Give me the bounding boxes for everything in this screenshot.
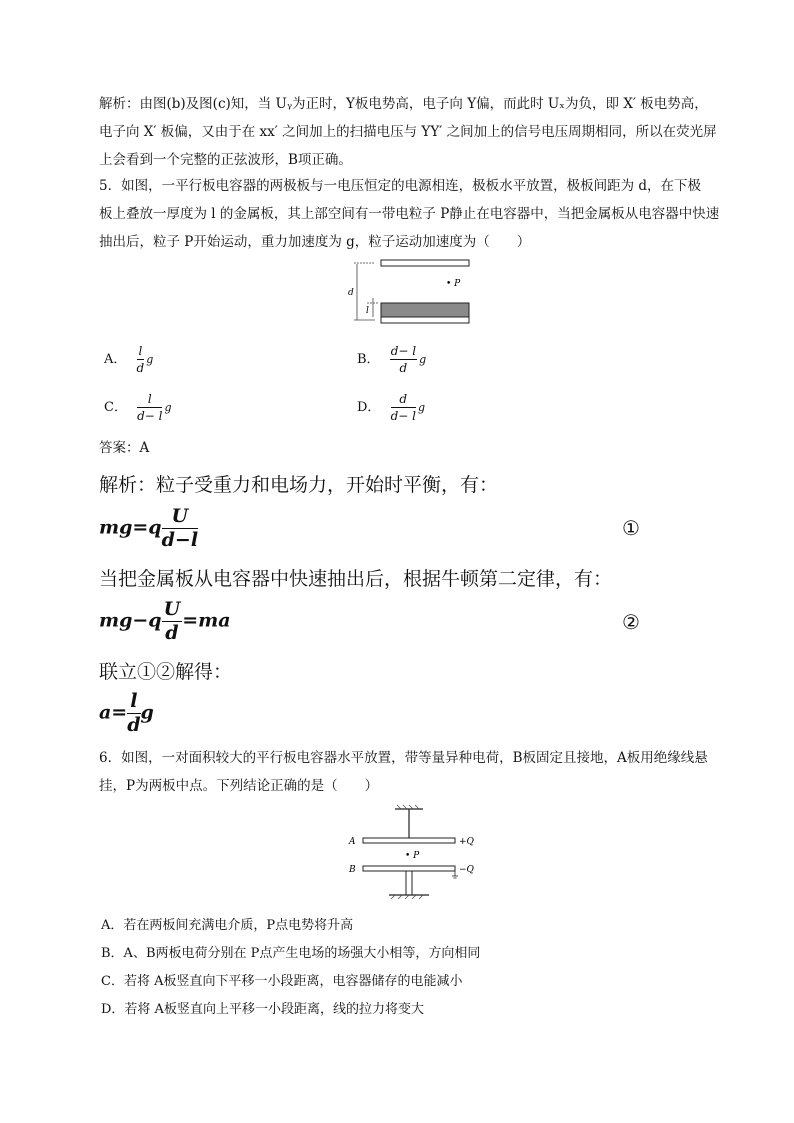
upper-plate	[381, 260, 469, 266]
label-plus-q: +Q	[459, 837, 474, 847]
fraction-numerator: d− l	[390, 344, 417, 358]
option-g: g	[417, 401, 426, 414]
text-line: 抽出后，粒子 P开始运动，重力加速度为 g，粒子运动加速度为（ ）	[99, 234, 531, 250]
fraction-numerator: U	[162, 507, 198, 529]
choice-b: B．A、B两板电荷分别在 P点产生电场的场强大小相等，方向相同	[101, 946, 481, 961]
label-l: l	[366, 306, 369, 316]
eq2-left: mg−q	[99, 609, 162, 632]
fraction-denominator: d	[165, 622, 179, 644]
fraction-denominator: d	[399, 361, 408, 375]
fraction-denominator: d	[136, 361, 145, 375]
capacitor-figure-q6	[345, 804, 485, 904]
option-c	[104, 393, 172, 422]
fraction-numerator: l	[138, 344, 143, 358]
question-5-stem	[99, 172, 719, 256]
eq3-fraction	[127, 692, 140, 735]
metal-slab	[381, 303, 469, 317]
option-fraction	[137, 393, 162, 422]
fraction-denominator: d− l	[137, 409, 163, 423]
fraction-numerator: l	[137, 393, 162, 408]
label-minus-q: −Q	[459, 865, 474, 875]
option-letter: D．	[357, 400, 381, 415]
plate-b	[363, 866, 455, 871]
eq3-left: a=	[99, 701, 128, 724]
analysis-q4	[99, 90, 719, 174]
solution-intro: 解析：粒子受重力和电场力，开始时平衡，有：	[99, 474, 499, 496]
option-fraction	[137, 345, 145, 374]
text-line: 6．如图，一对面积较大的平行板电容器水平放置，带等量异种电荷，B板固定且接地，A板用绝缘线悬	[99, 750, 708, 766]
option-letter: A．	[104, 352, 127, 367]
text-line: 挂，P为两板中点。下列结论正确的是（ ）	[99, 778, 379, 794]
eq2-fraction	[162, 600, 183, 643]
capacitor-figure-q5	[345, 258, 475, 330]
label-d: d	[348, 288, 354, 298]
text-line: 解析：由图(b)及图(c)知，当 Uᵧ为正时，Y板电势高，电子向 Y偏，而此时 Uₓ为负，即 X′ 板电势高，	[99, 96, 708, 112]
label-a: A	[349, 837, 356, 847]
eq2-right: =ma	[182, 609, 231, 632]
text-line: 电子向 X′ 板偏，又由于在 xx′ 之间加上的扫描电压与 YY′ 之间加上的信号电压周期相同，所以在荧光屏	[99, 124, 717, 140]
choice-a: A．若在两板间充满电介质，P点电势将升高	[101, 918, 354, 933]
fraction-denominator: d	[127, 714, 141, 736]
option-a	[104, 345, 153, 374]
option-letter: C．	[104, 400, 127, 415]
eq1-fraction	[162, 507, 198, 550]
eq1-left: mg=q	[99, 516, 162, 539]
text-line: 5．如图，一平行板电容器的两极板与一电压恒定的电源相连，极板水平放置，极板间距为 d，在下极	[99, 178, 702, 194]
equation-1	[99, 507, 198, 550]
option-g: g	[419, 353, 427, 366]
answer-q5: 答案：A	[99, 440, 150, 456]
fraction-numerator: l	[127, 692, 140, 714]
fraction-numerator: U	[163, 598, 181, 620]
solution-combine: 联立①②解得：	[99, 661, 233, 683]
plate-a	[363, 838, 455, 843]
equation-2	[99, 600, 231, 643]
label-p: • P	[446, 279, 461, 289]
text-line: 板上叠放一厚度为 l 的金属板，其上部空间有一带电粒子 P静止在电容器中，当把金属板从电容器中快速	[99, 206, 720, 222]
equation-3	[99, 692, 154, 735]
solution-middle: 当把金属板从电容器中快速抽出后，根据牛顿第二定律，有：	[99, 568, 613, 590]
text-line: 上会看到一个完整的正弦波形，B项正确。	[99, 152, 352, 168]
label-p: • P	[405, 851, 420, 861]
option-fraction	[390, 345, 417, 374]
choice-c: C．若将 A板竖直向下平移一小段距离，电容器储存的电能减小	[101, 974, 463, 989]
fraction-denominator: d− l	[390, 409, 416, 423]
equation-2-mark: ②	[622, 610, 640, 634]
option-g: g	[164, 401, 172, 414]
option-fraction	[391, 393, 416, 422]
eq3-right: g	[140, 701, 154, 724]
option-letter: B．	[357, 352, 380, 367]
option-b	[357, 345, 426, 374]
lower-plate	[381, 317, 469, 323]
question-6-stem	[99, 744, 719, 800]
fraction-numerator: d	[391, 393, 416, 408]
option-g: g	[146, 353, 154, 366]
option-d	[357, 393, 425, 422]
fraction-denominator: d−l	[161, 529, 199, 551]
label-b: B	[349, 865, 356, 875]
choice-d: D．若将 A板竖直向上平移一小段距离，线的拉力将变大	[101, 1002, 424, 1017]
equation-1-mark: ①	[622, 516, 640, 540]
support-post	[406, 871, 412, 895]
